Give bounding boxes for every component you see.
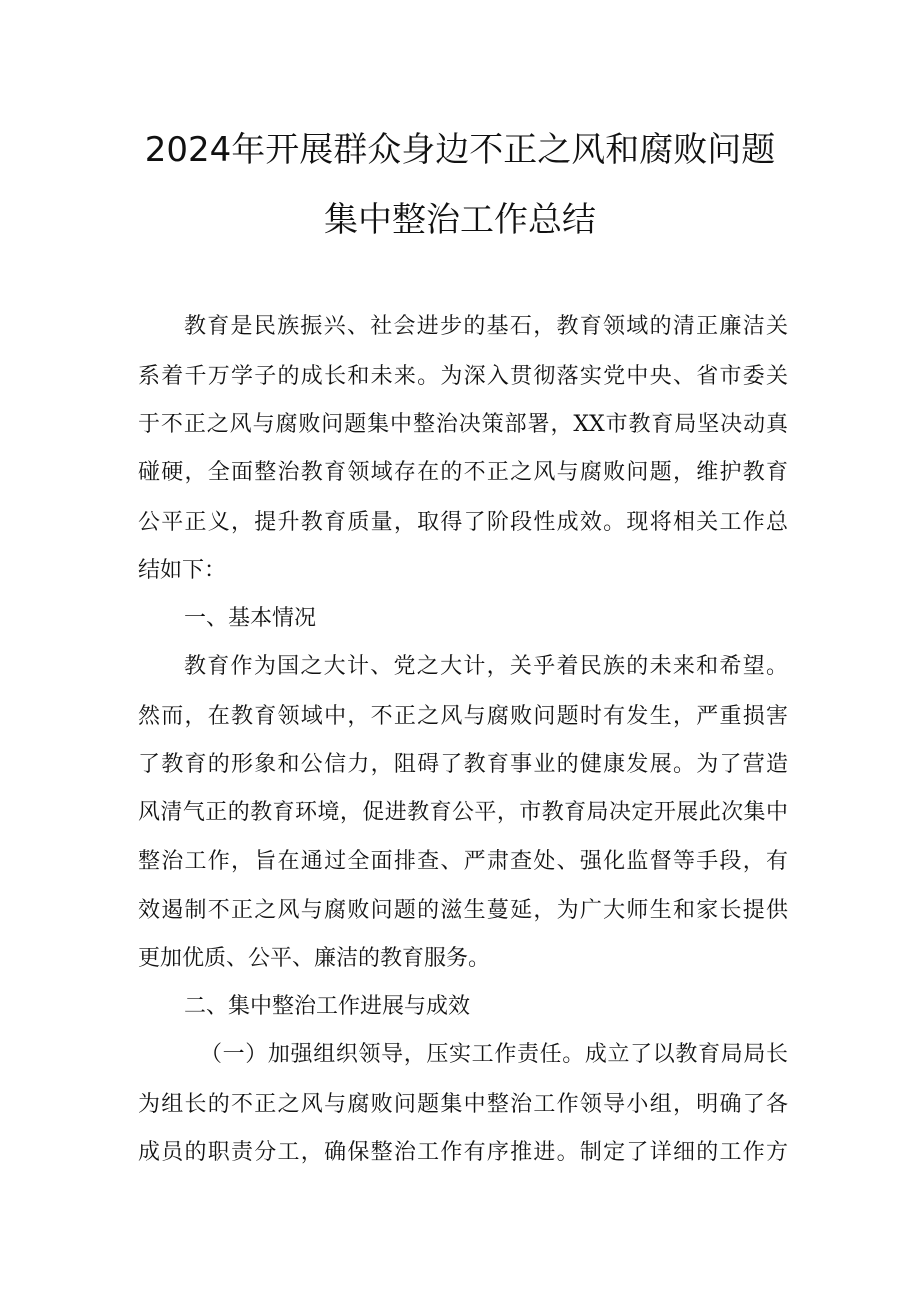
paragraph-line: 成员的职责分工，确保整治工作有序推进。制定了详细的工作方 — [138, 1140, 788, 1165]
paragraph-line: 风清气正的教育环境，促进教育公平，市教育局决定开展此次集中 — [138, 800, 788, 825]
paragraph-line: 于不正之风与腐败问题集中整治决策部署，XX市教育局坚决动真 — [138, 412, 788, 437]
paragraph-line: 效遏制不正之风与腐败问题的滋生蔓延，为广大师生和家长提供 — [138, 898, 788, 923]
paragraph-line: 了教育的形象和公信力，阻碍了教育事业的健康发展。为了营造 — [138, 752, 788, 777]
paragraph-line: 整治工作，旨在通过全面排查、严肃查处、强化监督等手段，有 — [138, 849, 788, 874]
paragraph-line: 然而，在教育领域中，不正之风与腐败问题时有发生，严重损害 — [138, 704, 788, 729]
document-title-line-2: 集中整治工作总结 — [324, 200, 596, 240]
paragraph-line: 教育是民族振兴、社会进步的基石，教育领域的清正廉洁关 — [184, 314, 788, 339]
section-heading-progress-results: 二、集中整治工作进展与成效 — [184, 994, 471, 1019]
paragraph-line: 为组长的不正之风与腐败问题集中整治工作领导小组，明确了各 — [138, 1092, 788, 1117]
paragraph-line: 更加优质、公平、廉洁的教育服务。 — [138, 946, 491, 971]
paragraph-line: （一）加强组织领导，压实工作责任。成立了以教育局局长 — [200, 1042, 788, 1067]
section-heading-basic-situation: 一、基本情况 — [184, 606, 317, 631]
paragraph-line: 结如下： — [138, 558, 227, 583]
document-title-line-1: 2024年开展群众身边不正之风和腐败问题 — [144, 130, 776, 170]
paragraph-line: 系着千万学子的成长和未来。为深入贯彻落实党中央、省市委关 — [138, 364, 788, 389]
paragraph-line: 教育作为国之大计、党之大计，关乎着民族的未来和希望。 — [184, 654, 788, 679]
paragraph-line: 公平正义，提升教育质量，取得了阶段性成效。现将相关工作总 — [138, 510, 788, 535]
paragraph-line: 碰硬，全面整治教育领域存在的不正之风与腐败问题，维护教育 — [138, 460, 788, 485]
